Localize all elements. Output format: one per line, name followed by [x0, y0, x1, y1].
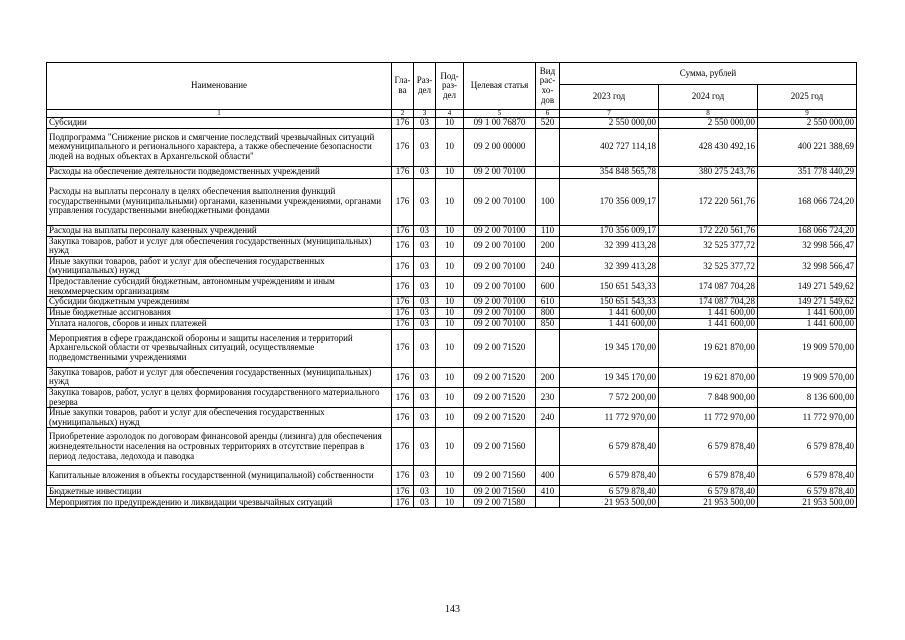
column-number: 2: [392, 110, 414, 118]
row-sum-2025: 19 909 570,00: [758, 329, 857, 367]
table-row: [47, 225, 857, 236]
row-sum-2024: 428 430 492,16: [659, 128, 758, 166]
row-name: Расходы на выплаты персоналу в целях обеспечения выполнения функций государственными (муниципальными) органами, казенными учреждениями, органами управления государственными внебюджетными фондами: [47, 178, 392, 225]
row-podrazdel: 10: [436, 297, 464, 308]
row-sum-2025: 21 953 500,00: [758, 497, 857, 508]
row-name: Капитальные вложения в объекты государственной (муниципальной) собственности: [47, 466, 392, 486]
row-sum-2023: 1 441 600,00: [560, 318, 659, 329]
row-sum-2024: 380 275 243,76: [659, 166, 758, 178]
row-sum-2023: 150 651 543,33: [560, 297, 659, 308]
row-vid: 600: [536, 276, 560, 296]
row-target-code: 09 2 00 70100: [464, 166, 536, 178]
row-name: Расходы на обеспечение деятельности подведомственных учреждений: [47, 166, 392, 178]
row-name: Мероприятия в сфере гражданской обороны и защиты населения и территорий Архангельской области от чрезвычайных ситуаций, осуществляемые подведомственными учреждениями: [47, 329, 392, 367]
row-vid: 800: [536, 307, 560, 318]
row-glava: 176: [392, 466, 414, 486]
row-razdel: 03: [414, 118, 436, 129]
row-vid: 230: [536, 387, 560, 407]
row-razdel: 03: [414, 318, 436, 329]
row-sum-2025: 168 066 724,20: [758, 225, 857, 236]
column-number: 9: [758, 110, 857, 118]
row-target-code: 09 2 00 71520: [464, 408, 536, 428]
row-glava: 176: [392, 329, 414, 367]
row-glava: 176: [392, 428, 414, 466]
table-header: [47, 63, 857, 118]
header-sum: Сумма, рублей: [560, 63, 857, 85]
row-vid: 850: [536, 318, 560, 329]
row-sum-2025: 19 909 570,00: [758, 367, 857, 387]
row-name: Уплата налогов, сборов и иных платежей: [47, 318, 392, 329]
row-podrazdel: 10: [436, 128, 464, 166]
row-sum-2025: 32 998 566,47: [758, 256, 857, 276]
row-sum-2023: 6 579 878,40: [560, 486, 659, 497]
row-vid: 100: [536, 178, 560, 225]
row-podrazdel: 10: [436, 118, 464, 129]
row-vid: 200: [536, 236, 560, 256]
column-number: 8: [659, 110, 758, 118]
row-vid: 240: [536, 256, 560, 276]
table-row: [47, 428, 857, 466]
row-glava: 176: [392, 318, 414, 329]
row-razdel: 03: [414, 387, 436, 407]
row-glava: 176: [392, 236, 414, 256]
row-vid: 240: [536, 408, 560, 428]
row-razdel: 03: [414, 178, 436, 225]
row-vid: [536, 128, 560, 166]
row-target-code: 09 2 00 70100: [464, 236, 536, 256]
header-vid: Вид рас-хо-дов: [536, 63, 560, 110]
row-vid: [536, 428, 560, 466]
table-row: [47, 387, 857, 407]
row-glava: 176: [392, 297, 414, 308]
row-razdel: 03: [414, 297, 436, 308]
row-sum-2024: 7 848 900,00: [659, 387, 758, 407]
row-sum-2023: 170 356 009,17: [560, 178, 659, 225]
row-glava: 176: [392, 307, 414, 318]
row-podrazdel: 10: [436, 466, 464, 486]
row-razdel: 03: [414, 307, 436, 318]
row-sum-2023: 402 727 114,18: [560, 128, 659, 166]
row-glava: 176: [392, 276, 414, 296]
row-sum-2025: 1 441 600,00: [758, 318, 857, 329]
row-name: Подпрограмма "Снижение рисков и смягчение последствий чрезвычайных ситуаций межмуниципального и регионального характера, а также обеспечение безопасности людей на водных объектах в Архангельской области": [47, 128, 392, 166]
row-sum-2023: 19 345 170,00: [560, 367, 659, 387]
table-row: [47, 367, 857, 387]
row-target-code: 09 2 00 71560: [464, 466, 536, 486]
row-sum-2023: 6 579 878,40: [560, 428, 659, 466]
row-vid: [536, 497, 560, 508]
row-glava: 176: [392, 225, 414, 236]
row-razdel: 03: [414, 329, 436, 367]
header-razdel: Раз-дел: [414, 63, 436, 110]
row-razdel: 03: [414, 497, 436, 508]
header-target: Целевая статья: [464, 63, 536, 110]
row-vid: [536, 329, 560, 367]
column-number: 3: [414, 110, 436, 118]
row-target-code: 09 2 00 70100: [464, 318, 536, 329]
row-sum-2024: 1 441 600,00: [659, 318, 758, 329]
row-sum-2023: 32 399 413,28: [560, 236, 659, 256]
header-year-2025: 2025 год: [758, 85, 857, 110]
row-target-code: 09 2 00 71580: [464, 497, 536, 508]
row-sum-2023: 19 345 170,00: [560, 329, 659, 367]
row-target-code: 09 2 00 71560: [464, 428, 536, 466]
row-vid: 610: [536, 297, 560, 308]
row-sum-2025: 11 772 970,00: [758, 408, 857, 428]
row-podrazdel: 10: [436, 236, 464, 256]
row-sum-2025: 351 778 440,29: [758, 166, 857, 178]
table-row: [47, 256, 857, 276]
row-podrazdel: 10: [436, 408, 464, 428]
row-vid: 410: [536, 486, 560, 497]
row-sum-2023: 7 572 200,00: [560, 387, 659, 407]
row-name: Субсидии бюджетным учреждениям: [47, 297, 392, 308]
column-number: 4: [436, 110, 464, 118]
row-glava: 176: [392, 178, 414, 225]
row-sum-2023: 1 441 600,00: [560, 307, 659, 318]
row-sum-2023: 170 356 009,17: [560, 225, 659, 236]
row-name: Иные бюджетные ассигнования: [47, 307, 392, 318]
row-name: Закупка товаров, работ и услуг для обеспечения государственных (муниципальных) нужд: [47, 367, 392, 387]
table-row: [47, 466, 857, 486]
row-sum-2024: 1 441 600,00: [659, 307, 758, 318]
row-glava: 176: [392, 387, 414, 407]
row-sum-2024: 32 525 377,72: [659, 256, 758, 276]
header-glava: Гла-ва: [392, 63, 414, 110]
row-sum-2023: 21 953 500,00: [560, 497, 659, 508]
row-razdel: 03: [414, 236, 436, 256]
row-glava: 176: [392, 367, 414, 387]
row-vid: 520: [536, 118, 560, 129]
row-podrazdel: 10: [436, 367, 464, 387]
row-podrazdel: 10: [436, 166, 464, 178]
row-sum-2024: 172 220 561,76: [659, 178, 758, 225]
row-sum-2025: 168 066 724,20: [758, 178, 857, 225]
row-podrazdel: 10: [436, 256, 464, 276]
row-sum-2025: 8 136 600,00: [758, 387, 857, 407]
header-podrazdel: Под-раз-дел: [436, 63, 464, 110]
row-target-code: 09 2 00 70100: [464, 178, 536, 225]
row-podrazdel: 10: [436, 225, 464, 236]
table-row: [47, 297, 857, 308]
row-sum-2023: 32 399 413,28: [560, 256, 659, 276]
row-glava: 176: [392, 118, 414, 129]
table-body: [47, 118, 857, 508]
row-target-code: 09 2 00 70100: [464, 256, 536, 276]
row-target-code: 09 2 00 71520: [464, 329, 536, 367]
row-sum-2024: 32 525 377,72: [659, 236, 758, 256]
row-sum-2024: 19 621 870,00: [659, 329, 758, 367]
row-razdel: 03: [414, 428, 436, 466]
row-razdel: 03: [414, 225, 436, 236]
row-name: Приобретение аэролодок по договорам финансовой аренды (лизинга) для обеспечения жизнедеятельности населения на островных территориях в отсутствие переправ в период ледостава, ледохода и паводка: [47, 428, 392, 466]
header-name: Наименование: [47, 63, 392, 110]
row-name: Закупка товаров, работ, услуг в целях формирования государственного материального резерва: [47, 387, 392, 407]
header-year-2024: 2024 год: [659, 85, 758, 110]
row-name: Закупка товаров, работ и услуг для обеспечения государственных (муниципальных) нужд: [47, 236, 392, 256]
row-razdel: 03: [414, 367, 436, 387]
row-target-code: 09 2 00 71520: [464, 367, 536, 387]
row-name: Иные закупки товаров, работ и услуг для обеспечения государственных (муниципальных) нужд: [47, 408, 392, 428]
row-razdel: 03: [414, 166, 436, 178]
row-sum-2023: 11 772 970,00: [560, 408, 659, 428]
row-sum-2023: 354 848 565,78: [560, 166, 659, 178]
row-sum-2024: 174 087 704,28: [659, 297, 758, 308]
row-glava: 176: [392, 128, 414, 166]
column-number: 1: [47, 110, 392, 118]
row-sum-2025: 2 550 000,00: [758, 118, 857, 129]
row-podrazdel: 10: [436, 486, 464, 497]
row-target-code: 09 2 00 70100: [464, 225, 536, 236]
row-glava: 176: [392, 408, 414, 428]
row-name: Бюджетные инвестиции: [47, 486, 392, 497]
row-target-code: 09 2 00 71560: [464, 486, 536, 497]
row-sum-2025: 6 579 878,40: [758, 466, 857, 486]
row-name: Расходы на выплаты персоналу казенных учреждений: [47, 225, 392, 236]
row-podrazdel: 10: [436, 318, 464, 329]
row-podrazdel: 10: [436, 307, 464, 318]
row-target-code: 09 2 00 70100: [464, 297, 536, 308]
table-row: [47, 307, 857, 318]
row-razdel: 03: [414, 466, 436, 486]
column-number: 7: [560, 110, 659, 118]
row-name: Мероприятия по предупреждению и ликвидации чрезвычайных ситуаций: [47, 497, 392, 508]
table-row: [47, 236, 857, 256]
table-row: [47, 408, 857, 428]
row-glava: 176: [392, 486, 414, 497]
page-number: 143: [445, 604, 460, 615]
row-sum-2024: 21 953 500,00: [659, 497, 758, 508]
row-target-code: 09 2 00 00000: [464, 128, 536, 166]
header-year-2023: 2023 год: [560, 85, 659, 110]
row-sum-2025: 400 221 388,69: [758, 128, 857, 166]
table-row: [47, 128, 857, 166]
row-razdel: 03: [414, 408, 436, 428]
row-razdel: 03: [414, 128, 436, 166]
row-podrazdel: 10: [436, 276, 464, 296]
row-glava: 176: [392, 497, 414, 508]
row-sum-2024: 19 621 870,00: [659, 367, 758, 387]
row-target-code: 09 2 00 70100: [464, 276, 536, 296]
row-sum-2024: 172 220 561,76: [659, 225, 758, 236]
budget-table: [46, 62, 857, 508]
row-name: Предоставление субсидий бюджетным, автономным учреждениям и иным некоммерческим организациям: [47, 276, 392, 296]
row-sum-2025: 149 271 549,62: [758, 276, 857, 296]
row-podrazdel: 10: [436, 329, 464, 367]
row-sum-2024: 6 579 878,40: [659, 428, 758, 466]
row-podrazdel: 10: [436, 387, 464, 407]
row-sum-2023: 2 550 000,00: [560, 118, 659, 129]
row-target-code: 09 2 00 70100: [464, 307, 536, 318]
row-sum-2025: 32 998 566,47: [758, 236, 857, 256]
row-sum-2025: 149 271 549,62: [758, 297, 857, 308]
row-name: Иные закупки товаров, работ и услуг для обеспечения государственных (муниципальных) нужд: [47, 256, 392, 276]
row-target-code: 09 2 00 71520: [464, 387, 536, 407]
table-row: [47, 178, 857, 225]
row-vid: [536, 166, 560, 178]
row-sum-2023: 150 651 543,33: [560, 276, 659, 296]
column-numbers-row: [47, 110, 857, 118]
row-razdel: 03: [414, 256, 436, 276]
row-sum-2024: 6 579 878,40: [659, 486, 758, 497]
column-number: 5: [464, 110, 536, 118]
row-razdel: 03: [414, 486, 436, 497]
row-sum-2024: 2 550 000,00: [659, 118, 758, 129]
row-sum-2025: 6 579 878,40: [758, 428, 857, 466]
row-podrazdel: 10: [436, 428, 464, 466]
row-sum-2023: 6 579 878,40: [560, 466, 659, 486]
table-row: [47, 486, 857, 497]
row-sum-2024: 11 772 970,00: [659, 408, 758, 428]
row-sum-2024: 174 087 704,28: [659, 276, 758, 296]
row-vid: 400: [536, 466, 560, 486]
row-vid: 200: [536, 367, 560, 387]
column-number: 6: [536, 110, 560, 118]
table-row: [47, 166, 857, 178]
row-podrazdel: 10: [436, 497, 464, 508]
row-sum-2025: 6 579 878,40: [758, 486, 857, 497]
table-row: [47, 118, 857, 129]
row-glava: 176: [392, 256, 414, 276]
row-podrazdel: 10: [436, 178, 464, 225]
row-sum-2025: 1 441 600,00: [758, 307, 857, 318]
row-sum-2024: 6 579 878,40: [659, 466, 758, 486]
table-row: [47, 497, 857, 508]
row-vid: 110: [536, 225, 560, 236]
row-razdel: 03: [414, 276, 436, 296]
row-glava: 176: [392, 166, 414, 178]
table-row: [47, 276, 857, 296]
table-row: [47, 318, 857, 329]
table-row: [47, 329, 857, 367]
row-target-code: 09 1 00 76870: [464, 118, 536, 129]
row-name: Субсидии: [47, 118, 392, 129]
